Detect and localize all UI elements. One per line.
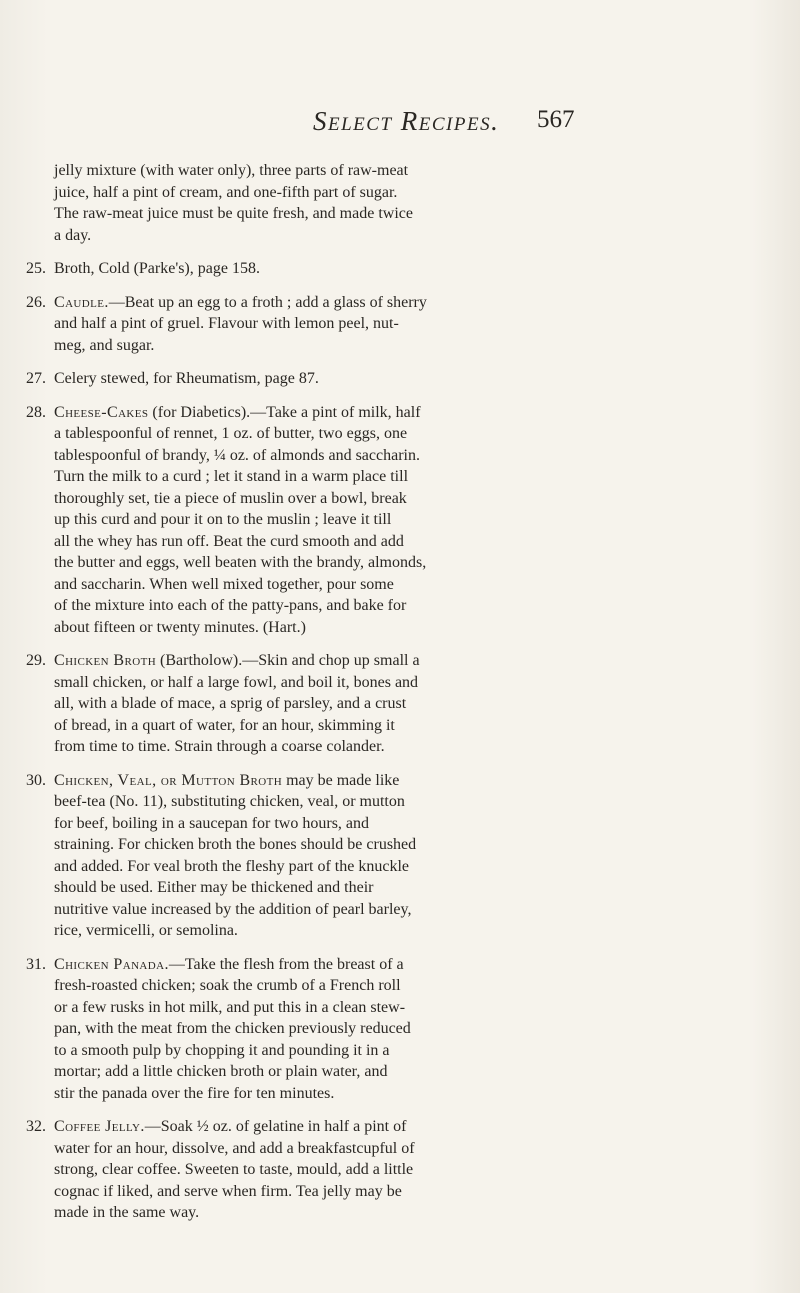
text-line: for beef, boiling in a saucepan for two hours, and: [54, 814, 370, 832]
text-line: a tablespoonful of rennet, 1 oz. of butter, two eggs, one: [54, 425, 408, 442]
text-line: nutritive value increased by the addition of pearl barley,: [54, 900, 412, 918]
recipe-number: 25.: [26, 260, 46, 277]
text-line: stir the panada over the fire for ten minutes.: [54, 1084, 335, 1102]
recipe-title: Chicken Panada.: [54, 955, 169, 973]
text-line: beef-tea (No. 11), substituting chicken, veal, or mutton: [54, 793, 405, 810]
recipe-title: Chicken, Veal, or Mutton Broth: [54, 771, 283, 789]
recipe-entry: [0, 368, 800, 390]
text-line: small chicken, or half a large fowl, and boil it, bones and: [54, 673, 419, 691]
page-number: 567: [537, 106, 575, 133]
text-line: [54, 954, 800, 976]
text-line: The raw-meat juice must be quite fresh, and made twice: [54, 205, 413, 222]
recipe-title: Coffee Jelly.: [54, 1118, 145, 1135]
text-line: or a few rusks in hot milk, and put this in a clean stew-: [54, 998, 406, 1016]
recipe-number: 27.: [26, 370, 46, 387]
text-line: [54, 292, 800, 314]
text-line: cognac if liked, and serve when firm. Tea jelly may be: [54, 1182, 402, 1200]
text-line: [54, 770, 800, 792]
text-line: strong, clear coffee. Sweeten to taste, mould, add a little: [54, 1161, 414, 1178]
text-line: and half a pint of gruel. Flavour with lemon peel, nut-: [54, 315, 399, 332]
text-line: [54, 1116, 800, 1138]
recipe-text: —Soak ½ oz. of gelatine in half a pint of: [144, 1118, 407, 1135]
text-line: and saccharin. When well mixed together, pour some: [54, 575, 394, 593]
recipe-text: —Beat up an egg to a froth ; add a glass of sherry: [108, 293, 427, 311]
recipe-title: Chicken Broth: [54, 652, 157, 669]
text-line: pan, with the meat from the chicken previously reduced: [54, 1020, 411, 1037]
text-line: all, with a blade of mace, a sprig of parsley, and a crust: [54, 695, 407, 712]
text-line: the butter and eggs, well beaten with the brandy, almonds,: [54, 554, 427, 571]
recipe-number: 26.: [26, 293, 46, 311]
text-line: Celery stewed, for Rheumatism, page 87.: [54, 370, 319, 387]
text-line: and added. For veal broth the fleshy part of the knuckle: [54, 857, 409, 875]
text-line: juice, half a pint of cream, and one-fifth part of sugar.: [54, 183, 398, 201]
text-line: mortar; add a little chicken broth or plain water, and: [54, 1063, 388, 1080]
recipe-text: —Take the flesh from the breast of a: [168, 955, 404, 973]
text-line: to a smooth pulp by chopping it and pounding it in a: [54, 1041, 390, 1059]
continuation-paragraph: [0, 160, 800, 246]
recipe-entry: [0, 258, 800, 280]
recipe-entry: [0, 402, 800, 639]
text-line: rice, vermicelli, or semolina.: [54, 922, 238, 939]
recipe-entry: [0, 292, 800, 357]
text-line: about fifteen or twenty minutes. (Hart.): [54, 618, 306, 636]
recipe-text: may be made like: [282, 771, 400, 789]
running-title: Select Recipes.: [313, 106, 500, 136]
text-line: of bread, in a quart of water, for an hour, skimming it: [54, 716, 395, 734]
text-line: all the whey has run off. Beat the curd smooth and add: [54, 532, 404, 550]
recipe-title: Cheese-Cakes: [54, 403, 149, 421]
text-line: a day.: [54, 226, 92, 244]
page-header: [0, 106, 800, 146]
text-line: jelly mixture (with water only), three parts of raw-meat: [54, 162, 409, 179]
text-line: [54, 402, 800, 424]
text-line: fresh-roasted chicken; soak the crumb of a French roll: [54, 977, 401, 994]
text-line: Broth, Cold (Parke's), page 158.: [54, 260, 260, 277]
text-line: thoroughly set, tie a piece of muslin over a bowl, break: [54, 489, 407, 507]
recipe-number: 30.: [26, 771, 46, 789]
text-line: made in the same way.: [54, 1204, 200, 1221]
text-line: Turn the milk to a curd ; let it stand in a warm place till: [54, 468, 409, 485]
text-line: from time to time. Strain through a coarse colander.: [54, 738, 385, 755]
recipe-title: Caudle.: [54, 293, 109, 311]
recipe-number: 32.: [26, 1118, 46, 1135]
recipe-number: 29.: [26, 652, 46, 669]
recipe-number: 28.: [26, 403, 46, 421]
text-line: water for an hour, dissolve, and add a breakfastcupful of: [54, 1139, 415, 1157]
recipe-text: (for Diabetics).—Take a pint of milk, half: [148, 403, 421, 421]
text-line: up this curd and pour it on to the muslin ; leave it till: [54, 511, 392, 528]
text-line: tablespoonful of brandy, ¼ oz. of almonds and saccharin.: [54, 446, 420, 464]
recipe-entry: [0, 1116, 800, 1224]
recipe-entry: [0, 954, 800, 1105]
recipe-list: [0, 160, 800, 1236]
text-line: straining. For chicken broth the bones should be crushed: [54, 836, 417, 853]
text-line: meg, and sugar.: [54, 336, 155, 354]
recipe-entry: [0, 650, 800, 758]
recipe-entry: [0, 770, 800, 942]
recipe-text: (Bartholow).—Skin and chop up small a: [156, 652, 420, 669]
text-line: should be used. Either may be thickened and their: [54, 879, 374, 896]
recipe-number: 31.: [26, 955, 46, 973]
text-line: of the mixture into each of the patty-pans, and bake for: [54, 597, 407, 614]
text-line: [54, 650, 800, 672]
